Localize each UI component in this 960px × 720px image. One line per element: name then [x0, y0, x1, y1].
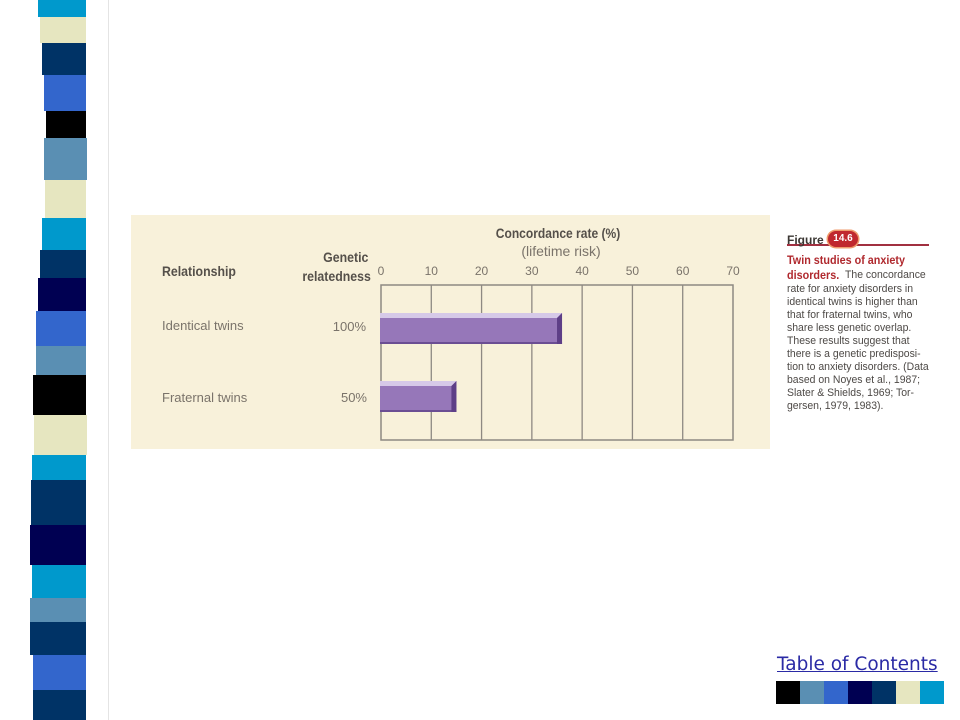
x-axis-label: Concordance rate (%) [495, 225, 621, 241]
bar-bottom-edge [380, 342, 562, 344]
toc-color-swatch [896, 681, 920, 704]
toc-color-swatch [776, 681, 800, 704]
caption-body-line: tion to anxiety disorders. (Data [787, 361, 929, 373]
strip-block [42, 218, 86, 250]
caption-body-line: The concordance [845, 269, 926, 281]
caption-body-line: that for fraternal twins, who [787, 309, 913, 321]
relatedness-header-line-2: relatedness [302, 268, 371, 284]
bar-top-bevel [380, 313, 562, 318]
chart-panel [131, 215, 770, 449]
x-tick-label: 60 [676, 264, 690, 278]
caption-body-line: These results suggest that [787, 335, 910, 347]
x-tick-label: 70 [726, 264, 740, 278]
relatedness-header-line-1: Genetic [322, 249, 368, 265]
strip-block [46, 111, 86, 138]
caption-body-line: share less genetic overlap. [787, 322, 912, 334]
caption-body-line: based on Noyes et al., 1987; [787, 374, 921, 386]
caption-body-line: gersen, 1979, 1983). [787, 400, 884, 412]
strip-block [33, 655, 86, 690]
strip-block [30, 622, 86, 655]
toc-color-swatch [824, 681, 848, 704]
x-axis-note: (lifetime risk) [521, 243, 601, 259]
toc-color-swatch [920, 681, 944, 704]
x-tick-label: 10 [424, 264, 438, 278]
strip-divider-line [108, 0, 109, 720]
strip-block [31, 480, 86, 525]
toc-color-swatch [848, 681, 872, 704]
caption-body-line: Slater & Shields, 1969; Tor- [787, 387, 915, 399]
strip-block [34, 415, 87, 455]
bar-bottom-edge [380, 410, 456, 412]
caption-title-line: Twin studies of anxiety [787, 253, 906, 267]
figure-label: Figure [787, 233, 824, 247]
strip-block [33, 690, 86, 720]
strip-block [30, 598, 86, 622]
strip-block [36, 311, 86, 346]
strip-block [38, 0, 86, 17]
strip-block [44, 75, 86, 111]
category-label: Identical twins [162, 318, 244, 333]
strip-block [32, 565, 86, 598]
caption-title-line: disorders. [787, 268, 840, 282]
strip-block [40, 17, 86, 43]
figure-number-badge: 14.6 [828, 231, 858, 247]
strip-block [44, 138, 87, 180]
toc-color-swatch [872, 681, 896, 704]
x-tick-label: 30 [525, 264, 539, 278]
bar-end-bevel [557, 313, 562, 344]
caption-body-line: rate for anxiety disorders in [787, 283, 914, 295]
caption-body-line: identical twins is higher than [787, 296, 918, 308]
decorative-block-strip [0, 0, 100, 720]
relatedness-value: 100% [332, 319, 366, 334]
x-tick-label: 20 [474, 264, 489, 278]
x-tick-label: 40 [575, 264, 589, 278]
relatedness-value: 50% [340, 390, 367, 405]
strip-block [33, 375, 86, 415]
table-of-contents-link[interactable]: Table of Contents [777, 654, 938, 675]
plot-frame [381, 285, 733, 440]
strip-block [40, 250, 86, 278]
bar-end-bevel [451, 381, 456, 412]
bar-top-bevel [380, 381, 456, 386]
strip-block [38, 278, 86, 311]
caption-body-line: there is a genetic predisposi- [787, 348, 921, 360]
x-tick-label: 50 [625, 264, 640, 278]
strip-block [42, 43, 86, 75]
category-label: Fraternal twins [162, 390, 248, 405]
strip-block [36, 346, 86, 375]
relationship-column-header: Relationship [162, 263, 236, 279]
strip-block [45, 180, 86, 218]
strip-block [30, 525, 86, 565]
x-tick-label: 0 [377, 264, 385, 278]
strip-block [32, 455, 86, 480]
toc-color-swatch [800, 681, 824, 704]
